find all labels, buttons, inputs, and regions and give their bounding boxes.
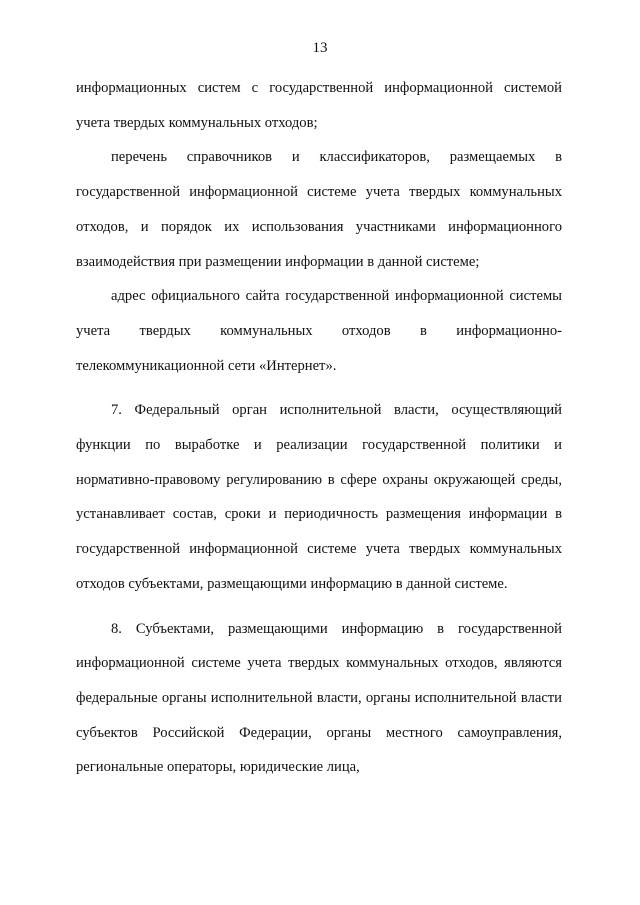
- paragraph-reference-list: перечень справочников и классификаторов, размещаемых в государственной информационной системе учета твердых коммунальных отходов, и порядок их использования участниками информационного взаимодействия при размещении информации в данной системе;: [76, 149, 562, 270]
- paragraph-website-address: адрес официального сайта государственной информационной системы учета твердых коммунальных отходов в информационно-телекоммуникационной сети «Интернет».: [76, 288, 562, 374]
- paragraph-item-8: 8. Субъектами, размещающими информацию в государственной информационной системе учета твердых коммунальных отходов, являются федеральные органы исполнительной власти, органы исполнительной власти субъектов Российской Федерации, органы местного самоуправления, региональные операторы, юридические лица,: [76, 620, 562, 776]
- paragraph-continuation: информационных систем с государственной информационной системой учета твердых коммунальных отходов;: [76, 80, 562, 131]
- paragraph-item-7: 7. Федеральный орган исполнительной власти, осуществляющий функции по выработке и реализации государственной политики и нормативно-правовому регулированию в сфере охраны окружающей среды, устанавливает состав, сроки и периодичность размещения информации в государственной информационной системе учета твердых коммунальных отходов субъектами, размещающими информацию в данной системе.: [76, 402, 562, 592]
- page-number: 13: [312, 40, 328, 56]
- document-body: [76, 71, 562, 785]
